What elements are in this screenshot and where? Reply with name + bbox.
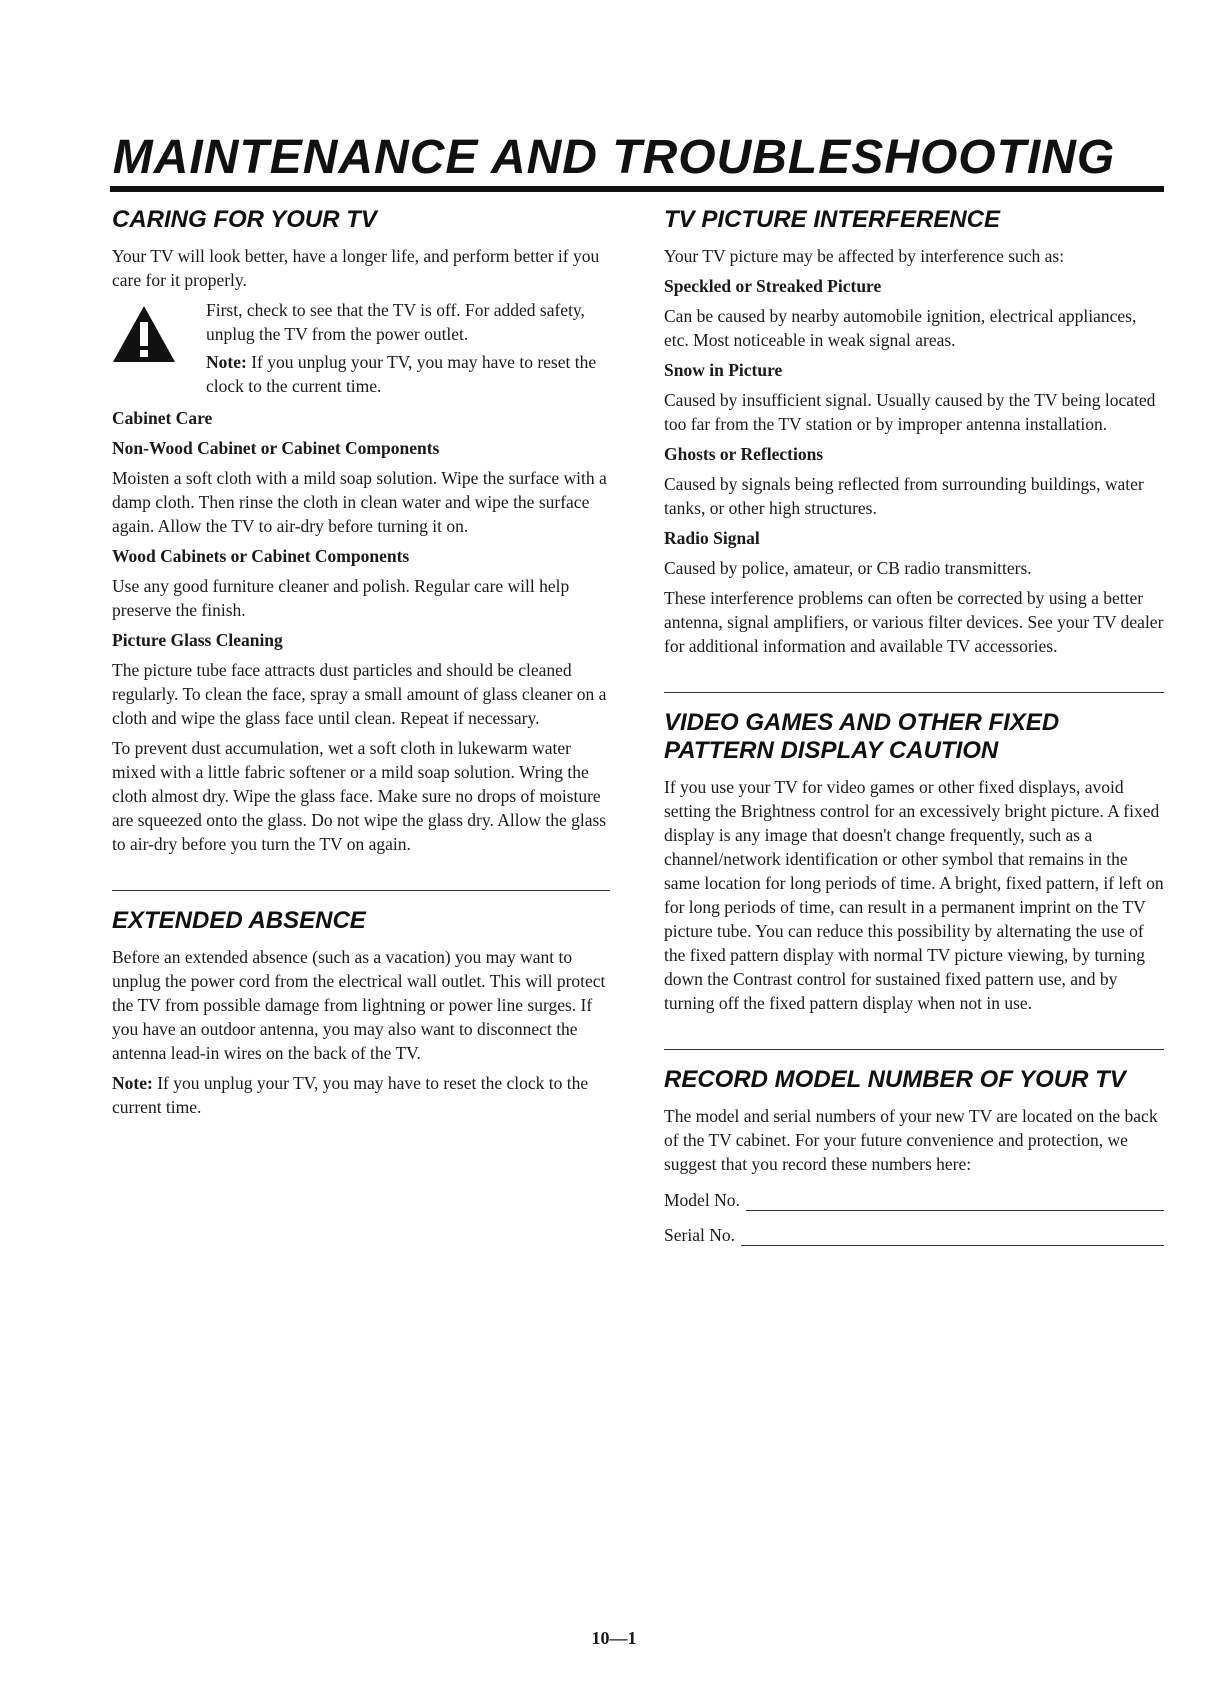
video-heading: VIDEO GAMES AND OTHER FIXED PATTERN DISPLAY CAUTION [664, 709, 1060, 764]
radio-text: Caused by police, amateur, or CB radio transmitters. [664, 558, 1032, 578]
wood-heading: Wood Cabinets or Cabinet Components [112, 546, 410, 566]
absence-heading: EXTENDED ABSENCE [112, 907, 366, 934]
caring-intro: Your TV will look better, have a longer life, and perform better if you care for it properly. [112, 246, 600, 290]
serial-number-blank[interactable] [741, 1227, 1164, 1246]
ghosts-text: Caused by signals being reflected from surrounding buildings, water tanks, or other high structures. [664, 474, 1144, 518]
model-number-label: Model No. [664, 1190, 740, 1210]
warning-icon [112, 298, 206, 369]
glass-heading: Picture Glass Cleaning [112, 630, 283, 650]
note-label: Note: [206, 352, 247, 372]
nonwood-heading: Non-Wood Cabinet or Cabinet Components [112, 438, 440, 458]
page-title: MAINTENANCE AND TROUBLESHOOTING [112, 131, 1116, 184]
right-column [664, 190, 1164, 1246]
interference-closing: These interference problems can often be corrected by using a better antenna, signal amplifiers, or various filter devices. See your TV dealer for additional information and available TV accessories. [664, 588, 1164, 656]
left-column [112, 190, 610, 1125]
note-text: If you unplug your TV, you may have to reset the clock to the current time. [112, 1073, 589, 1117]
absence-rule [112, 890, 610, 891]
record-text: The model and serial numbers of your new TV are located on the back of the TV cabinet. For your future convenience and protection, we suggest that you record these numbers here: [664, 1106, 1158, 1174]
serial-number-label: Serial No. [664, 1225, 735, 1245]
interference-intro: Your TV picture may be affected by interference such as: [664, 246, 1065, 266]
video-rule [664, 692, 1164, 693]
model-number-field[interactable] [664, 1190, 1164, 1211]
absence-text: Before an extended absence (such as a vacation) you may want to unplug the power cord from the electrical wall outlet. This will protect the TV from possible damage from lightning or power line surges. If you have an outdoor antenna, you may also want to disconnect the antenna lead-in wires on the back of the TV. [112, 947, 606, 1063]
glass-text-2: To prevent dust accumulation, wet a soft cloth in lukewarm water mixed with a little fabric softener or a mild soap solution. Wring the cloth almost dry. Wipe the glass face. Make sure no drops of moisture are squeezed onto the glass. Do not wipe the glass dry. Allow the glass to air-dry before you turn the TV on again. [112, 738, 607, 854]
snow-text: Caused by insufficient signal. Usually caused by the TV being located too far from the TV station or by improper antenna installation. [664, 390, 1156, 434]
video-text: If you use your TV for video games or other fixed displays, avoid setting the Brightness control for an excessively bright picture. A fixed display is any image that doesn't change frequently, such as a channel/network identification or other symbol that remains in the same location for long periods of time. A bright, fixed pattern, if left on for long periods of time, can result in a permanent imprint on the TV picture tube. You can reduce this possibility by alternating the use of the fixed pattern display with normal TV picture viewing, by turning down the Contrast control for sustained fixed pattern use, and by turning off the fixed pattern display when not in use. [664, 777, 1164, 1013]
caring-heading: CARING FOR YOUR TV [112, 206, 377, 233]
safety-warning [112, 298, 610, 402]
warning-note [206, 350, 610, 398]
cabinet-care-heading: Cabinet Care [112, 408, 213, 428]
glass-text-1: The picture tube face attracts dust particles and should be cleaned regularly. To clean the face, spray a small amount of glass cleaner on a cloth and wipe the glass face until clean. Repeat if necessary. [112, 660, 607, 728]
note-label: Note: [112, 1073, 153, 1093]
model-number-blank[interactable] [746, 1192, 1164, 1211]
speckled-text: Can be caused by nearby automobile ignition, electrical appliances, etc. Most noticeable in weak signal areas. [664, 306, 1137, 350]
snow-heading: Snow in Picture [664, 360, 783, 380]
record-heading: RECORD MODEL NUMBER OF YOUR TV [664, 1066, 1126, 1093]
record-rule [664, 1049, 1164, 1050]
nonwood-text: Moisten a soft cloth with a mild soap solution. Wipe the surface with a damp cloth. Then rinse the cloth in clean water and wipe the surface again. Allow the TV to air-dry before turning it on. [112, 468, 607, 536]
absence-note [112, 1071, 610, 1119]
warning-text: First, check to see that the TV is off. For added safety, unplug the TV from the power outlet. [206, 300, 585, 344]
interference-heading: TV PICTURE INTERFERENCE [664, 206, 1001, 233]
speckled-heading: Speckled or Streaked Picture [664, 276, 882, 296]
page-number: 10—1 [591, 1628, 637, 1648]
radio-heading: Radio Signal [664, 528, 760, 548]
wood-text: Use any good furniture cleaner and polish. Regular care will help preserve the finish. [112, 576, 570, 620]
ghosts-heading: Ghosts or Reflections [664, 444, 824, 464]
note-text: If you unplug your TV, you may have to reset the clock to the current time. [206, 352, 597, 396]
serial-number-field[interactable] [664, 1225, 1164, 1246]
